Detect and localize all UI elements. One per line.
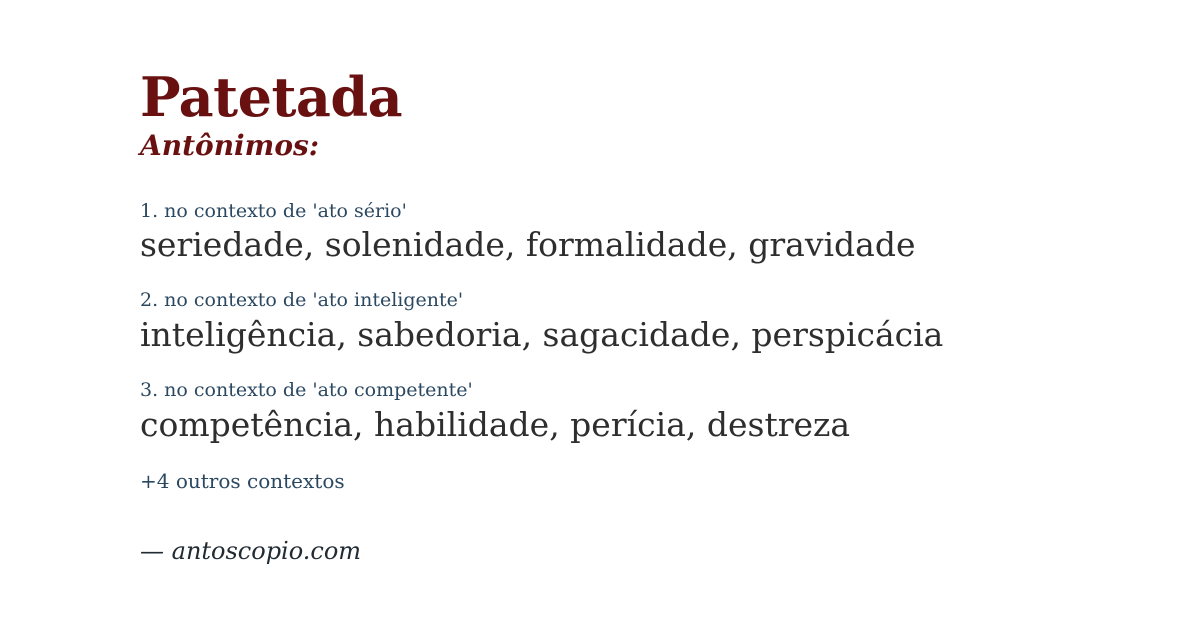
antonym-entries <box>140 199 1120 447</box>
more-contexts-note: +4 outros contextos <box>140 469 345 494</box>
subtitle-antonyms: Antônimos: <box>140 129 320 162</box>
entry-1 <box>140 199 1120 268</box>
attribution-source: — antoscopio.com <box>140 537 362 566</box>
entry-1-context: 1. no contexto de 'ato sério' <box>140 199 407 222</box>
entry-3 <box>140 378 1120 447</box>
entry-2-context: 2. no contexto de 'ato inteligente' <box>140 289 464 312</box>
entry-2-antonyms: inteligência, sabedoria, sagacidade, perspicácia <box>140 314 944 354</box>
entry-1-antonyms: seriedade, solenidade, formalidade, gravidade <box>140 225 916 265</box>
word-card <box>140 65 1120 568</box>
page-title: Patetada <box>140 65 403 129</box>
entry-3-context: 3. no contexto de 'ato competente' <box>140 378 473 401</box>
entry-2 <box>140 288 1120 357</box>
entry-3-antonyms: competência, habilidade, perícia, destreza <box>140 404 851 444</box>
